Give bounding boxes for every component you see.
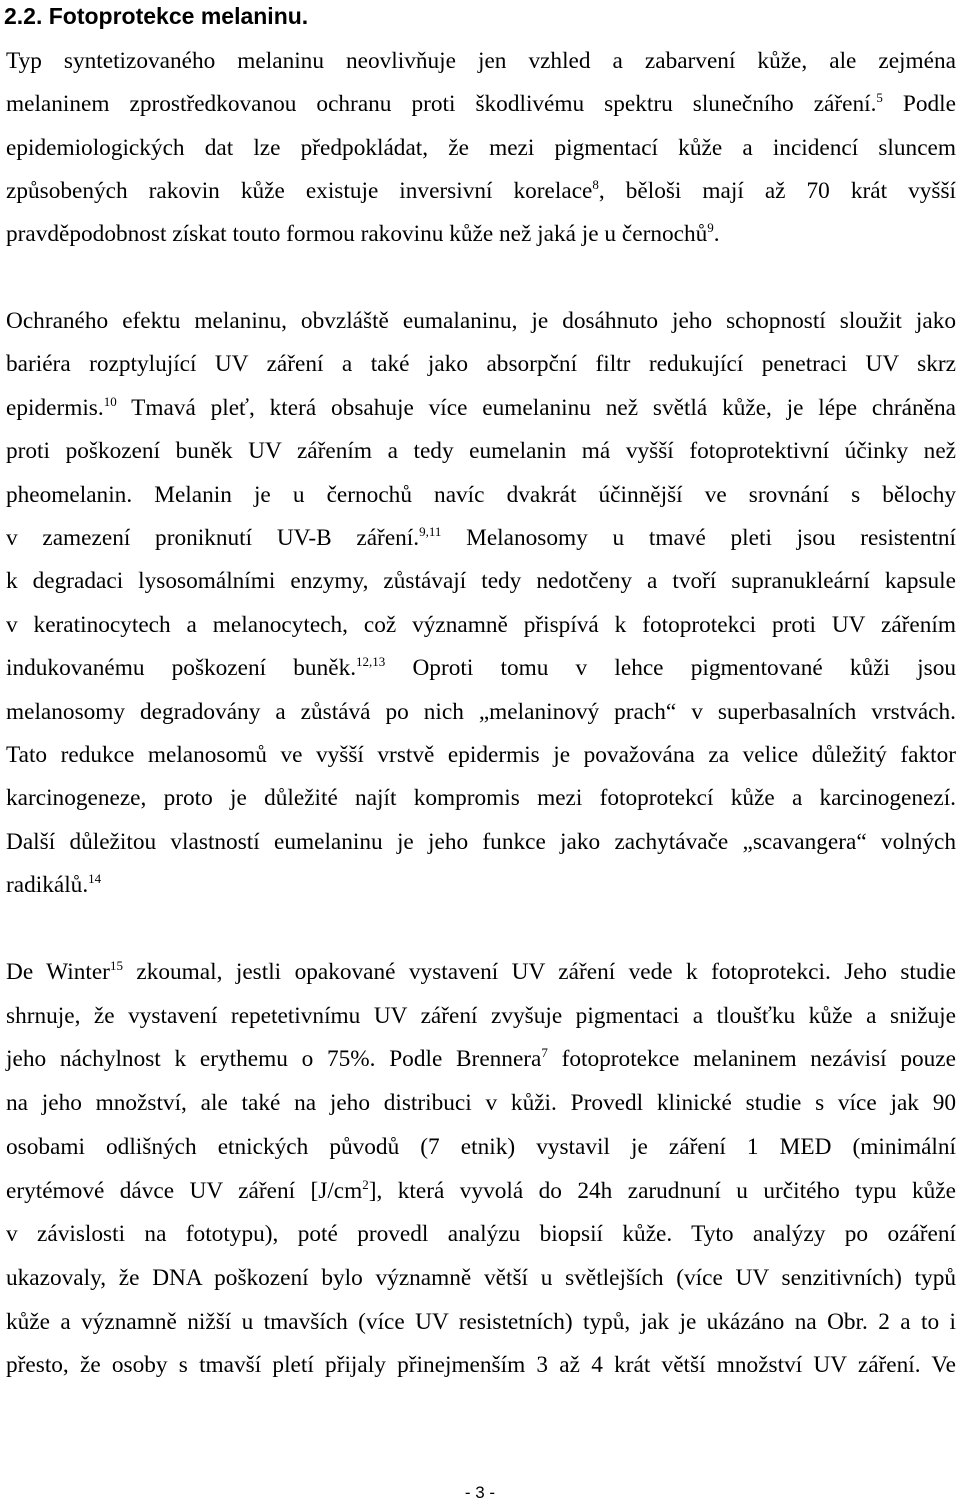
- text-run: shrnuje, že vystavení repetetivnímu UV záření zvyšuje pigmentaci a tloušťku kůže a snižuje: [6, 1002, 956, 1029]
- text-run: pheomelanin. Melanin je u černochů navíc dvakrát účinnější ve srovnání s bělochy: [6, 481, 956, 508]
- text-run: fotoprotekce melaninem nezávisí pouze: [547, 1046, 956, 1073]
- text-line: [6, 560, 956, 603]
- text-run: Typ syntetizovaného melaninu neovlivňuje jen vzhled a zabarvení kůže, ale zejména: [6, 48, 956, 74]
- citation-superscript: 9: [707, 220, 714, 236]
- text-run: Tato redukce melanosomů ve vyšší vrstvě epidermis je považována za velice důležitý faktor: [6, 742, 956, 769]
- text-run: ], která vyvolá do 24h zarudnuní u určitého typu kůže: [368, 1177, 956, 1204]
- text-run: kůže a významně nižší u tmavších (více UV resistetních) typů, jak je ukázáno na Obr. 2 a to i: [6, 1308, 956, 1335]
- citation-superscript: 9,11: [419, 524, 442, 540]
- text-line: [6, 1257, 956, 1301]
- text-run: radikálů.: [6, 872, 89, 899]
- text-line: [6, 127, 956, 170]
- text-run: melaninem zprostředkovanou ochranu proti škodlivému spektru slunečního záření.: [6, 91, 877, 118]
- citation-superscript: 7: [541, 1045, 548, 1061]
- text-run: epidermis.: [6, 394, 104, 421]
- text-run: osobami odlišných etnických původů (7 etnik) vystavil je záření 1 MED (minimální: [6, 1133, 956, 1160]
- text-run: .: [713, 221, 720, 248]
- text-line: [6, 213, 956, 256]
- text-line: [6, 777, 956, 820]
- text-line: [6, 734, 956, 777]
- text-line: [6, 474, 956, 517]
- text-line: [6, 1170, 956, 1214]
- text-line: [6, 1082, 956, 1126]
- text-line: [6, 1213, 956, 1257]
- text-line: [6, 387, 956, 430]
- text-run: v závislosti na fototypu), poté provedl analýzu biopsií kůže. Tyto analýzy po ozáření: [6, 1221, 956, 1248]
- text-line: [6, 40, 956, 83]
- text-run: Další důležitou vlastností eumelaninu je jeho funkce jako zachytávače „scavangera“ volných: [6, 828, 956, 855]
- text-run: erytémové dávce UV záření [J/cm: [6, 1177, 363, 1204]
- text-run: De Winter: [6, 959, 110, 985]
- paragraph-3: [6, 951, 956, 1388]
- text-run: Melanosomy u tmavé pleti jsou resistentní: [441, 525, 956, 552]
- text-run: Tmavá pleť, která obsahuje více eumelaninu než světlá kůže, je lépe chráněna: [116, 394, 956, 421]
- text-run: Podle: [882, 91, 956, 118]
- text-line: [6, 647, 956, 690]
- citation-superscript: 15: [109, 958, 123, 973]
- paragraph-2: [6, 300, 956, 908]
- citation-superscript: 12,13: [356, 654, 386, 670]
- text-line: [6, 300, 956, 343]
- text-run: Oproti tomu v lehce pigmentované kůži jsou: [385, 655, 956, 682]
- text-run: bariéra rozptylující UV záření a také jako absorpční filtr redukující penetraci UV skrz: [6, 351, 956, 378]
- citation-superscript: 8: [592, 176, 599, 192]
- text-run: epidemiologických dat lze předpokládat, že mezi pigmentací kůže a incidencí sluncem: [6, 134, 956, 161]
- text-line: [6, 170, 956, 213]
- text-line: [6, 1301, 956, 1345]
- text-run: přesto, že osoby s tmavší pletí přijaly přinejmenším 3 až 4 krát větší množství UV záření. Ve: [6, 1352, 956, 1379]
- text-line: [6, 821, 956, 864]
- text-line: [6, 1038, 956, 1082]
- text-run: k degradaci lysosomálními enzymy, zůstávají tedy nedotčeny a tvoří supranukleární kapsule: [6, 568, 956, 595]
- section-title: 2.2. Fotoprotekce melaninu.: [4, 3, 309, 29]
- text-run: proti poškození buněk UV zářením a tedy eumelanin má vyšší fotoprotektivní účinky než: [6, 438, 956, 465]
- citation-superscript: 10: [103, 393, 117, 409]
- text-line: [6, 1126, 956, 1170]
- text-line: [6, 83, 956, 126]
- text-run: Ochraného efektu melaninu, obvzláště eumalaninu, je dosáhnuto jeho schopností sloužit jako: [6, 308, 956, 334]
- citation-superscript: 14: [88, 871, 102, 887]
- text-line: [6, 864, 956, 907]
- text-run: v zamezení proniknutí UV-B záření.: [6, 525, 420, 552]
- text-run: na jeho množství, ale také na jeho distribuci v kůži. Provedl klinické studie s více jak 90: [6, 1090, 956, 1117]
- text-run: jeho náchylnost k erythemu o 75%. Podle Brennera: [6, 1046, 542, 1073]
- text-line: [6, 995, 956, 1039]
- text-line: [6, 343, 956, 386]
- paragraph-1: [6, 40, 956, 256]
- text-run: , běloši mají až 70 krát vyšší: [598, 177, 956, 204]
- text-line: [6, 430, 956, 473]
- citation-superscript: 2: [362, 1176, 369, 1192]
- text-line: [6, 1344, 956, 1388]
- text-run: pravděpodobnost získat touto formou rakovinu kůže než jaká je u černochů: [6, 221, 708, 248]
- text-line: [6, 604, 956, 647]
- page-number: - 3 -: [464, 1483, 496, 1502]
- citation-superscript: 5: [876, 90, 883, 106]
- text-run: ukazovaly, že DNA poškození bylo významně větší u světlejších (více UV senzitivních) typů: [6, 1264, 956, 1291]
- text-line: [6, 691, 956, 734]
- text-line: [6, 517, 956, 560]
- text-run: indukovanému poškození buněk.: [6, 655, 357, 682]
- text-run: v keratinocytech a melanocytech, což významně přispívá k fotoprotekci proti UV zářením: [6, 611, 956, 638]
- text-run: melanosomy degradovány a zůstává po nich „melaninový prach“ v superbasalních vrstvách.: [6, 698, 956, 725]
- text-run: způsobených rakovin kůže existuje inversivní korelace: [6, 177, 593, 204]
- text-run: zkoumal, jestli opakované vystavení UV záření vede k fotoprotekci. Jeho studie: [122, 959, 957, 985]
- text-line: [6, 951, 956, 995]
- text-run: karcinogeneze, proto je důležité najít kompromis mezi fotoprotekcí kůže a karcinogenezí.: [6, 785, 956, 812]
